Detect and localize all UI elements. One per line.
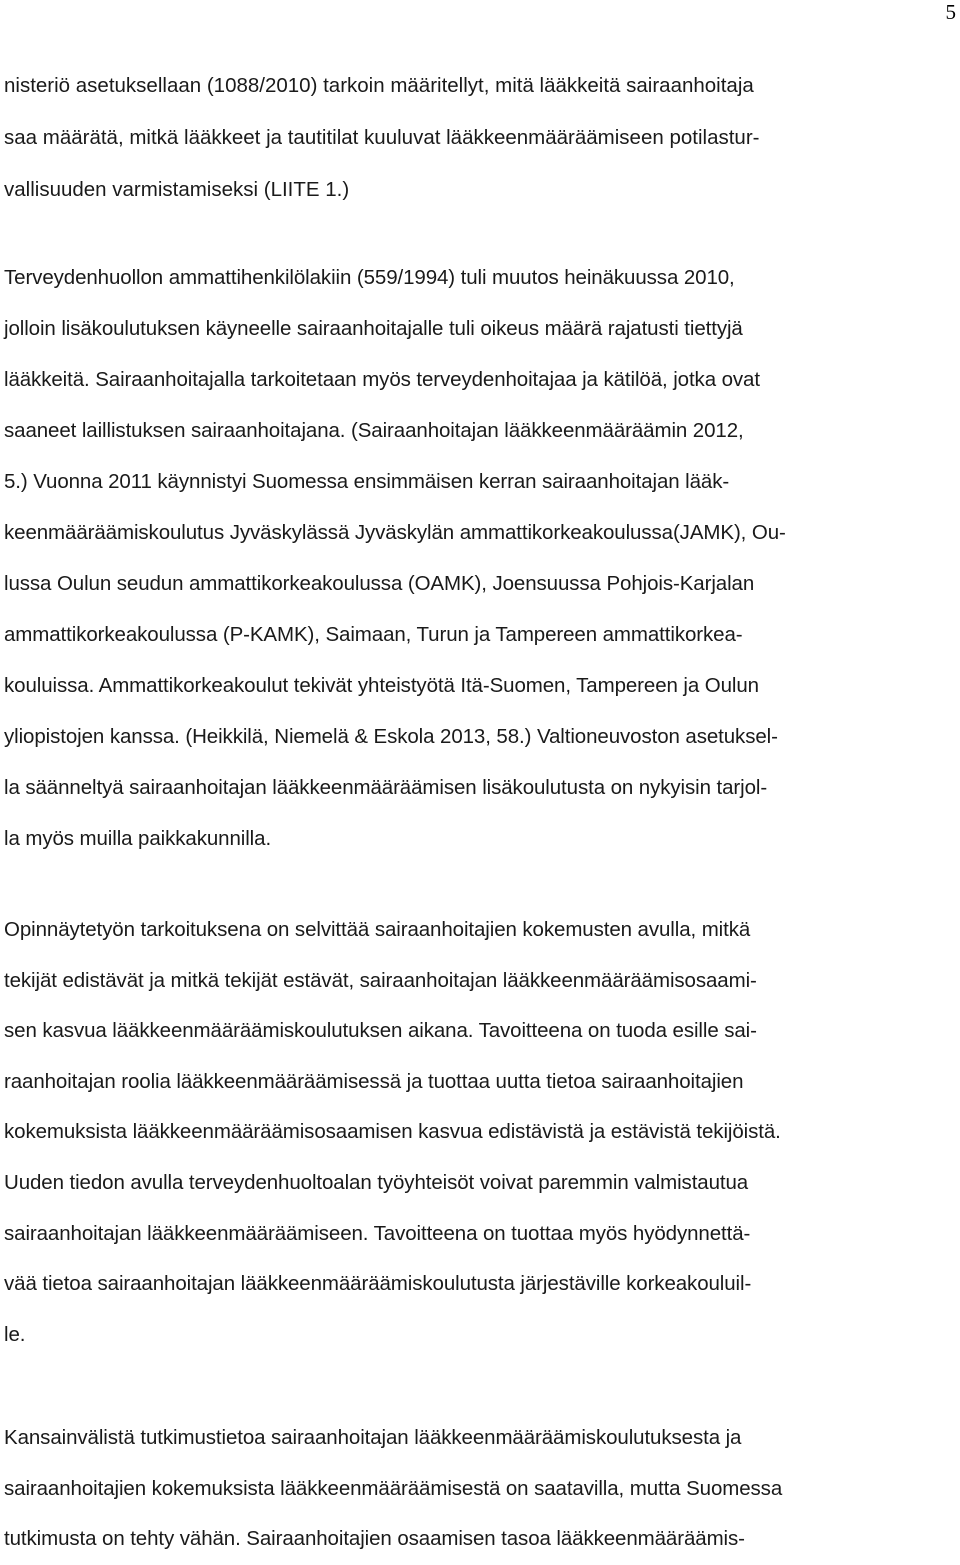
text-line: lääkkeitä. Sairaanhoitajalla tarkoitetaan myös terveydenhoitajaa ja kätilöä, jotka ovat [4, 368, 760, 391]
page-number: 5 [945, 0, 956, 24]
paragraph-background [4, 252, 959, 864]
text-line: sen kasvua lääkkeenmääräämiskoulutuksen aikana. Tavoitteena on tuoda esille sai- [4, 1019, 757, 1043]
paragraph-international-research [4, 1413, 959, 1565]
text-line: sairaanhoitajan lääkkeenmääräämiseen. Tavoitteena on tuottaa myös hyödynnettä- [4, 1221, 751, 1245]
text-line: 5.) Vuonna 2011 käynnistyi Suomessa ensimmäisen kerran sairaanhoitajan lääk- [4, 470, 730, 493]
text-line: vallisuuden varmistamiseksi (LIITE 1.) [4, 178, 350, 201]
text-line: keenmääräämiskoulutus Jyväskylässä Jyväskylän ammattikorkeakoulussa(JAMK), Ou- [4, 521, 786, 544]
text-line: tutkimusta on tehty vähän. Sairaanhoitajien osaamisen tasoa lääkkeenmääräämis- [4, 1527, 745, 1551]
text-line: kokemuksista lääkkeenmääräämisosaamisen kasvua edistävistä ja estävistä tekijöistä. [4, 1120, 781, 1144]
text-line: la myös muilla paikkakunnilla. [4, 827, 272, 850]
text-line: saaneet laillistuksen sairaanhoitajana. (Sairaanhoitajan lääkkeenmääräämin 2012, [4, 419, 744, 442]
text-line: Uuden tiedon avulla terveydenhuoltoalan työyhteisöt voivat paremmin valmistautua [4, 1170, 749, 1194]
text-line: kouluissa. Ammattikorkeakoulut tekivät yhteistyötä Itä-Suomen, Tampereen ja Oulun [4, 674, 759, 697]
text-line: vää tietoa sairaanhoitajan lääkkeenmääräämiskoulutusta järjestäville korkeakouluil- [4, 1272, 752, 1296]
text-line: Opinnäytetyön tarkoituksena on selvittää sairaanhoitajien kokemusten avulla, mitkä [4, 918, 751, 941]
text-line: raanhoitajan roolia lääkkeenmääräämisessä ja tuottaa uutta tietoa sairaanhoitajien [4, 1069, 744, 1093]
text-line: tekijät edistävät ja mitkä tekijät estävät, sairaanhoitajan lääkkeenmääräämisosaami- [4, 968, 757, 992]
paragraph-legislation-intro [4, 60, 959, 216]
text-line: yliopistojen kanssa. (Heikkilä, Niemelä & Eskola 2013, 58.) Valtioneuvoston asetuksel- [4, 725, 778, 748]
text-line: Kansainvälistä tutkimustietoa sairaanhoitajan lääkkeenmääräämiskoulutuksesta ja [4, 1426, 742, 1449]
text-line: la säänneltyä sairaanhoitajan lääkkeenmääräämisen lisäkoulutusta on nykyisin tarjol- [4, 776, 768, 799]
paragraph-purpose [4, 905, 959, 1360]
text-line: Terveydenhuollon ammattihenkilölakiin (559/1994) tuli muutos heinäkuussa 2010, [4, 266, 735, 289]
text-line: jolloin lisäkoulutuksen käyneelle sairaanhoitajalle tuli oikeus määrä rajatusti tiettyjä [4, 317, 743, 340]
text-line: ammattikorkeakoulussa (P-KAMK), Saimaan, Turun ja Tampereen ammattikorkea- [4, 623, 743, 646]
text-line: lussa Oulun seudun ammattikorkeakoulussa (OAMK), Joensuussa Pohjois-Karjalan [4, 572, 755, 595]
text-line: le. [4, 1322, 26, 1346]
text-line: sairaanhoitajien kokemuksista lääkkeenmääräämisestä on saatavilla, mutta Suomessa [4, 1476, 783, 1500]
text-line: saa määrätä, mitkä lääkkeet ja tautitilat kuuluvat lääkkeenmääräämiseen potilastur- [4, 126, 760, 149]
text-line: nisteriö asetuksellaan (1088/2010) tarkoin määritellyt, mitä lääkkeitä sairaanhoitaja [4, 74, 754, 97]
